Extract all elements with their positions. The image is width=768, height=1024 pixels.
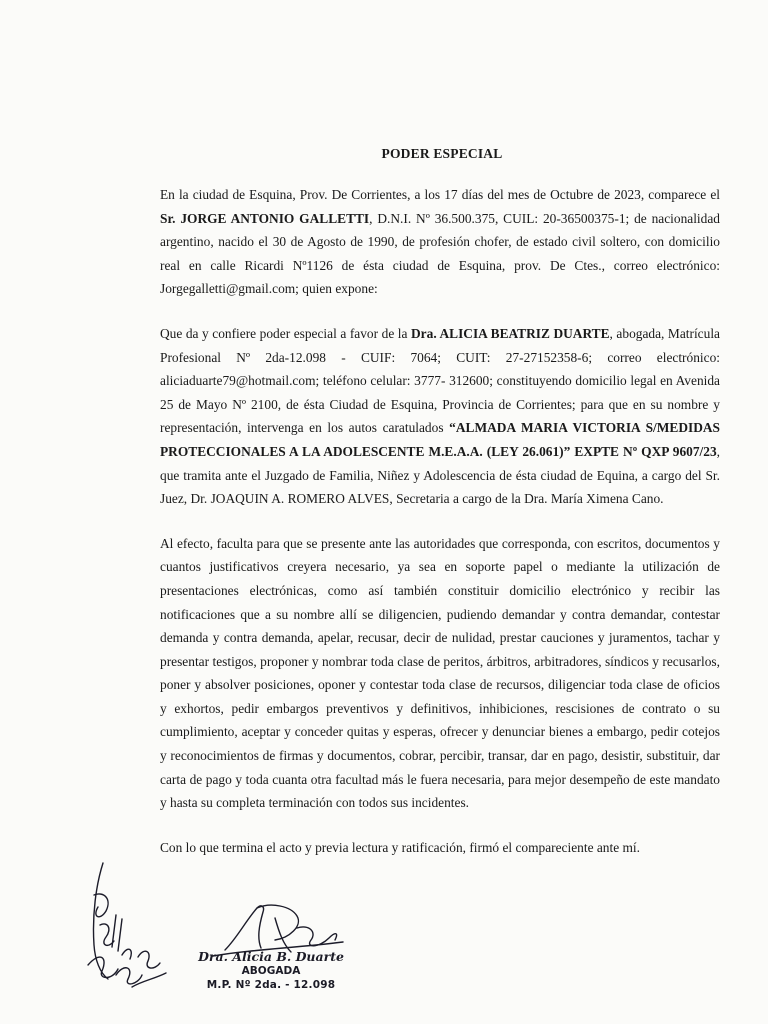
- appearance-text-1: En la ciudad de Esquina, Prov. De Corrientes, a los 17 días del mes de Octubre de 2023, comparece el: [160, 187, 720, 202]
- grantor-name: Sr. JORGE ANTONIO GALLETTI: [160, 210, 370, 226]
- stamp-role: ABOGADA: [241, 965, 301, 977]
- document-title: PODER ESPECIAL: [381, 146, 503, 161]
- document-body: [160, 183, 720, 880]
- attorney-stamp: [196, 950, 346, 992]
- attorney-name: Dra. ALICIA BEATRIZ DUARTE: [411, 325, 610, 341]
- paragraph-closing: Con lo que termina el acto y previa lectura y ratificación, firmó el compareciente ante mí.: [160, 839, 640, 855]
- grantor-signature: [78, 855, 173, 995]
- paragraph-powers: Al efecto, faculta para que se presente ante las autoridades que corresponda, con escritos, documentos y cuantos justificativos creyera necesario, ya sea en soporte papel o mediante la utilización de presentaciones electrónicas, como así también constituir domicilio electrónico y recibir las notificaciones que a su nombre allí se diligencien, pudiendo demandar y contra demandar, contestar demanda y contra demanda, apelar, recusar, decir de nulidad, prestar cauciones y juramentos, tachar y presentar testigos, proponer y nombrar toda clase de peritos, árbitros, arbitradores, síndicos y recusarlos, poner y absolver posiciones, oponer y contestar toda clase de recursos, diligenciar toda clase de oficios y exhortos, pedir embargos preventivos y definitivos, inhibiciones, rescisiones de contrato o su cumplimiento, aceptar y conceder quitas y esperas, ofrecer y denunciar bienes a embargo, pedir cotejos y reconocimientos de firmas y documentos, cobrar, percibir, transar, dar en pago, desistir, substituir, dar carta de pago y toda cuanta otra facultad más le fuera necesaria, para mejor desempeño de este mandato y hasta su completa terminación con todos sus incidentes.: [160, 535, 720, 811]
- stamp-registration: M.P. Nº 2da. - 12.098: [206, 979, 336, 991]
- grant-text-1: Que da y confiere poder especial a favor de la: [160, 325, 412, 341]
- stamp-name: Dra. Alicia B. Duarte: [198, 949, 344, 964]
- paragraph-grant: [160, 322, 720, 511]
- case-caption: “ALMADA MARIA VICTORIA S/MEDIDAS PROTECCIONALES A LA ADOLESCENTE M.E.A.A. (LEY 26.061)” EXPTE Nº QXP 9607/23: [160, 420, 721, 459]
- paragraph-appearance: [160, 183, 720, 301]
- appearance-text-2: , D.N.I. Nº 36.500.375, CUIL: 20-36500375-1; de nacionalidad argentino, nacido el 30 de Agosto de 1990, de profesión chofer, de estado civil soltero, con domicilio real en calle Ricardi Nº1126 de ésta ciudad de Esquina, prov. De Ctes., correo electrónico: Jorgegalletti@gmail.com; quien expone:: [160, 210, 720, 297]
- grant-text-3: , que tramita ante el Juzgado de Familia, Niñez y Adolescencia de ésta ciudad de Equina, a cargo del Sr. Juez, Dr. JOAQUIN A. ROMERO ALVES, Secretaria a cargo de la Dra. María Ximena Cano.: [160, 443, 720, 507]
- grant-text-2: , abogada, Matrícula Profesional Nº 2da-12.098 - CUIF: 7064; CUIT: 27-27152358-6; correo electrónico: aliciaduarte79@hotmail.com; teléfono celular: 3777- 312600; constituyendo domicilio legal en Avenida 25 de Mayo Nº 2100, de ésta Ciudad de Esquina, Provincia de Corrientes; para que en su nombre y representación, intervenga en los autos caratulados: [160, 325, 720, 436]
